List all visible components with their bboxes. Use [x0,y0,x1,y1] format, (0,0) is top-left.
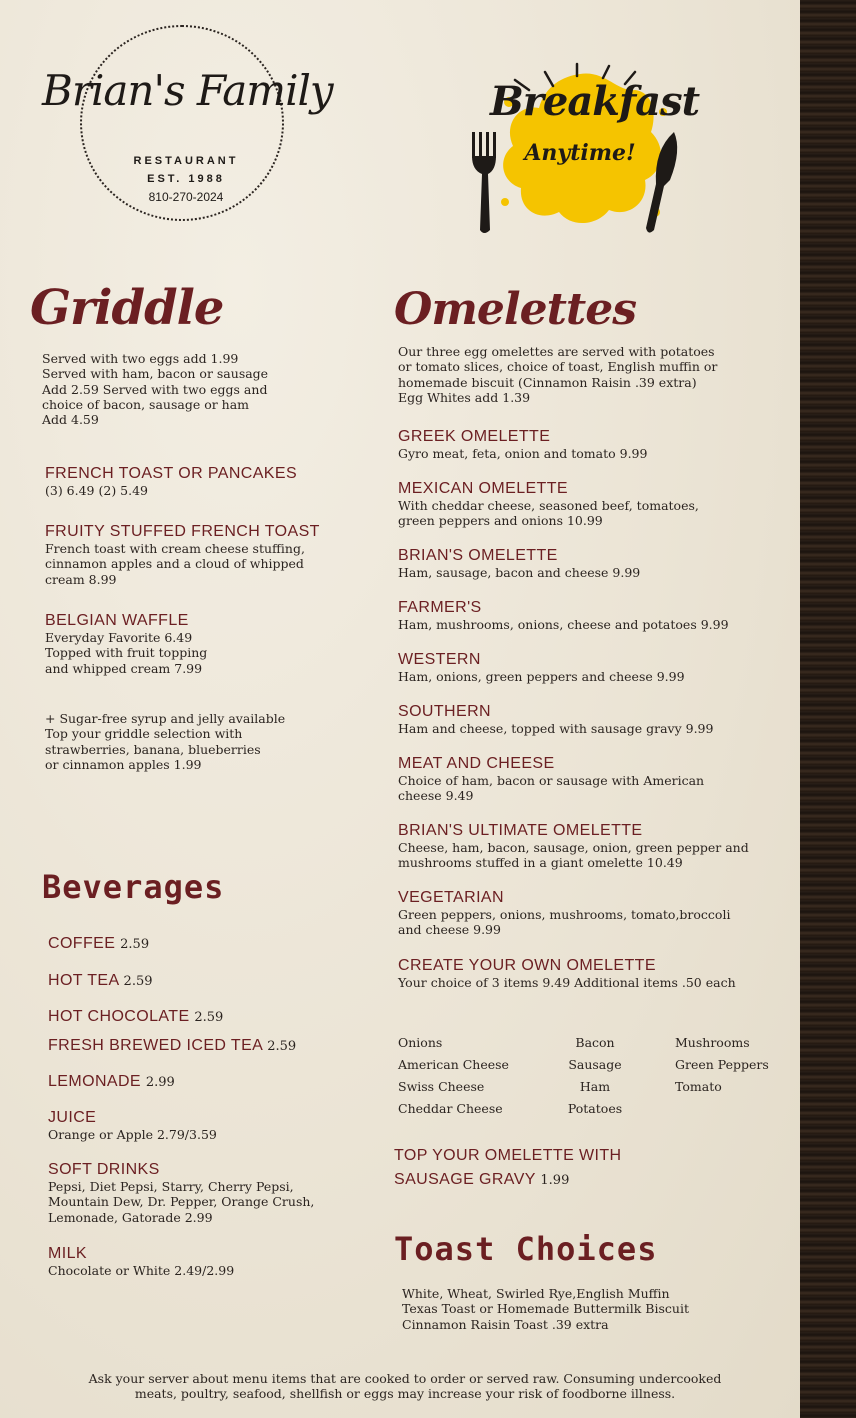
item-desc: Ham, sausage, bacon and cheese 9.99 [398,565,641,580]
beverages-heading: Beverages [42,868,225,906]
ingredient: Green Peppers [675,1057,769,1072]
item-name: MEAT AND CHEESE [398,755,555,772]
ingredient: Tomato [675,1079,722,1094]
item-desc: French toast with cream cheese stuffing, cinnamon apples and a cloud of whipped cream 8.99 [45,541,305,587]
beverage-desc: Chocolate or White 2.49/2.99 [48,1263,235,1278]
item-name: MEXICAN OMELETTE [398,480,568,497]
griddle-item [45,465,297,498]
beverage-item [48,1073,175,1092]
beverage-price: 2.59 [194,1010,224,1025]
logo-est: EST. 1988 [147,173,225,185]
beverage-name: SOFT DRINKS [48,1161,160,1178]
item-name: BRIAN'S OMELETTE [398,547,558,564]
ingredient: Bacon [575,1035,615,1050]
omelette-item [398,889,730,938]
omelette-item [398,755,704,804]
griddle-intro: Served with two eggs add 1.99 Served with ham, bacon or sausage Add 2.59 Served with two eggs and choice of bacon, sausage or ham Add 4.59 [42,351,269,428]
wood-edge [800,0,856,1418]
toast-desc: White, Wheat, Swirled Rye,English Muffin Texas Toast or Homemade Buttermilk Biscuit Cinnamon Raisin Toast .39 extra [402,1286,689,1332]
topping-offer [394,1144,622,1193]
item-desc: (3) 6.49 (2) 5.49 [45,483,148,498]
item-name: CREATE YOUR OWN OMELETTE [398,957,656,974]
item-name: SOUTHERN [398,703,491,720]
item-desc: Gyro meat, feta, onion and tomato 9.99 [398,446,648,461]
anytime-subtitle: Anytime! [524,140,636,166]
knife-icon [640,130,682,236]
omelette-item [398,547,640,580]
breakfast-title: Breakfast [490,78,700,125]
beverage-name: HOT TEA [48,972,119,989]
toast-heading: Toast Choices [394,1230,658,1268]
beverage-item [48,1109,217,1142]
beverage-desc: Orange or Apple 2.79/3.59 [48,1127,217,1142]
ingredients-column-3 [675,1032,769,1098]
food-safety-notice: Ask your server about menu items that are cooked to order or served raw. Consuming undercooked meats, poultry, seafood, shellfish or eggs may increase your risk of foodborne illness. [88,1371,722,1401]
logo-script-name: Brian's Family [42,66,333,115]
item-name: FARMER'S [398,599,482,616]
item-desc: Your choice of 3 items 9.49 Additional items .50 each [398,975,736,990]
item-name: FRENCH TOAST OR PANCAKES [45,465,298,482]
beverage-item [48,972,153,991]
beverage-item [48,1161,314,1225]
item-desc: Everyday Favorite 6.49 Topped with fruit topping and whipped cream 7.99 [45,630,208,676]
beverage-price: 2.59 [120,937,150,952]
omelettes-heading: Omelettes [394,284,637,335]
ingredient: Mushrooms [675,1035,750,1050]
topping-line-1: TOP YOUR OMELETTE WITH [394,1147,622,1164]
beverage-name: LEMONADE [48,1073,141,1090]
item-name: WESTERN [398,651,481,668]
fork-icon [468,130,504,236]
item-name: BRIAN'S ULTIMATE OMELETTE [398,822,643,839]
griddle-note: + Sugar-free syrup and jelly available Top your griddle selection with strawberries, banana, blueberries or cinnamon apples 1.99 [45,711,286,772]
item-desc: Cheese, ham, bacon, sausage, onion, green pepper and mushrooms stuffed in a giant omelette 10.49 [398,840,749,871]
beverage-item [48,1008,223,1027]
beverage-price: 2.59 [267,1039,297,1054]
beverage-item [48,1037,296,1056]
griddle-heading: Griddle [30,280,224,336]
item-name: VEGETARIAN [398,889,504,906]
beverage-price: 2.99 [145,1075,175,1090]
ingredient: Potatoes [567,1101,623,1116]
ingredient: Cheddar Cheese [398,1101,503,1116]
ingredient: Ham [579,1079,611,1094]
omelette-item [398,822,749,871]
omelette-item [398,599,729,632]
beverage-name: FRESH BREWED ICED TEA [48,1037,263,1054]
logo-phone: 810-270-2024 [148,190,224,204]
item-name: GREEK OMELETTE [398,428,551,445]
omelette-item [398,428,647,461]
beverage-item [48,1245,234,1278]
omelette-item [398,957,736,990]
omelette-item [398,651,685,684]
beverage-name: MILK [48,1245,87,1262]
beverage-price: 2.59 [123,974,153,989]
ingredients-column-1 [398,1032,509,1120]
beverage-name: COFFEE [48,935,116,952]
beverage-item [48,935,149,954]
item-desc: Choice of ham, bacon or sausage with American cheese 9.49 [398,773,705,804]
beverage-name: JUICE [48,1109,97,1126]
logo-restaurant: RESTAURANT [133,155,239,167]
item-desc: Ham, mushrooms, onions, cheese and potatoes 9.99 [398,617,729,632]
ingredient: American Cheese [398,1057,509,1072]
ingredient: Sausage [568,1057,622,1072]
griddle-item [45,612,207,676]
item-desc: Ham, onions, green peppers and cheese 9.99 [398,669,685,684]
item-desc: Green peppers, onions, mushrooms, tomato,broccoli and cheese 9.99 [398,907,731,938]
topping-price: 1.99 [540,1173,570,1188]
item-name: FRUITY STUFFED FRENCH TOAST [45,523,320,540]
omelette-item [398,480,699,529]
item-desc: Ham and cheese, topped with sausage gravy 9.99 [398,721,714,736]
ingredient: Onions [398,1035,443,1050]
griddle-item [45,523,320,587]
topping-line-2: SAUSAGE GRAVY [394,1171,536,1188]
omelette-item [398,703,713,736]
ingredients-column-2 [566,1032,624,1120]
omelettes-intro: Our three egg omelettes are served with potatoes or tomato slices, choice of toast, English muffin or homemade biscuit (Cinnamon Raisin .39 extra) Egg Whites add 1.39 [398,344,718,405]
item-name: BELGIAN WAFFLE [45,612,189,629]
beverage-desc: Pepsi, Diet Pepsi, Starry, Cherry Pepsi, Mountain Dew, Dr. Pepper, Orange Crush, Lemonade, Gatorade 2.99 [48,1179,315,1225]
ingredient: Swiss Cheese [398,1079,485,1094]
beverage-name: HOT CHOCOLATE [48,1008,190,1025]
item-desc: With cheddar cheese, seasoned beef, tomatoes, green peppers and onions 10.99 [398,498,699,529]
